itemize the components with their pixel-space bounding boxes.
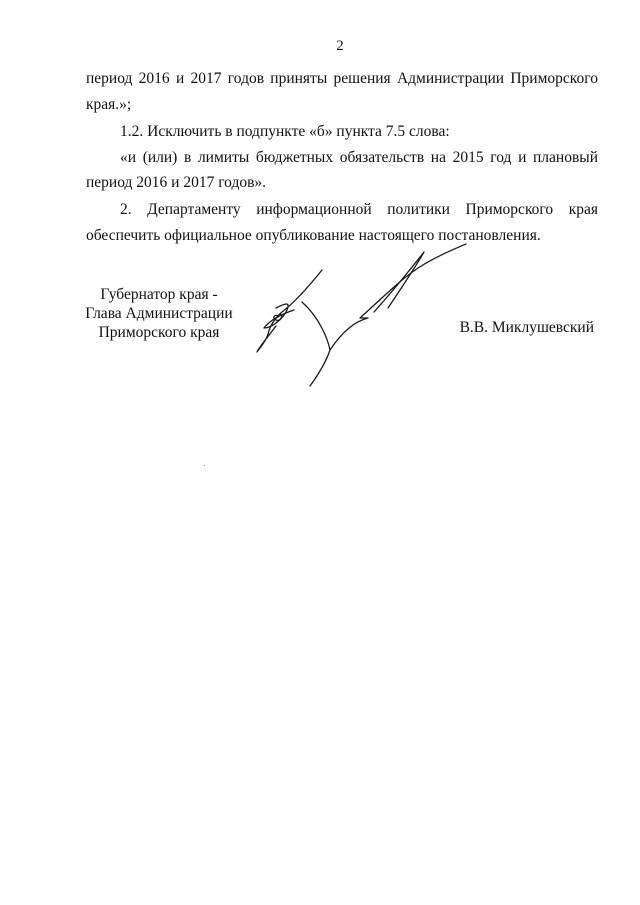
paragraph-3-line-1: «и (или) в лимиты бюджетных обязательств на 2015 год и плановый bbox=[120, 149, 598, 166]
signatory-title-line-3: Приморского края bbox=[98, 324, 220, 341]
paragraph-2-line-1: 1.2. Исключить в подпункте «б» пункта 7.5 слова: bbox=[120, 123, 450, 140]
paragraph-4-line-2: обеспечить официальное опубликование настоящего постановления. bbox=[86, 227, 541, 244]
signature-stroke-right-wave bbox=[330, 244, 466, 350]
scan-speck bbox=[204, 465, 205, 466]
handwritten-signature bbox=[240, 230, 500, 395]
signatory-title-line-2: Глава Администрации bbox=[85, 305, 233, 322]
signature-stroke-knot bbox=[264, 304, 294, 328]
signatory-title bbox=[74, 285, 244, 342]
paragraph-4-line-1: 2. Департаменту информационной политики Приморского края bbox=[120, 201, 598, 218]
paragraph-1-line-2: края.»; bbox=[86, 96, 132, 113]
signatory-title-line-1: Губернатор края - bbox=[100, 286, 218, 303]
signature-stroke-upper-flourish bbox=[374, 252, 424, 312]
signature-stroke-diagonal bbox=[302, 302, 330, 386]
paragraph-3-line-2: период 2016 и 2017 годов». bbox=[86, 174, 267, 191]
paragraph-1-line-1: период 2016 и 2017 годов приняты решения Администрации Приморского bbox=[86, 70, 598, 87]
page-number: 2 bbox=[336, 38, 344, 54]
signatory-name: В.В. Миклушевский bbox=[459, 319, 594, 336]
